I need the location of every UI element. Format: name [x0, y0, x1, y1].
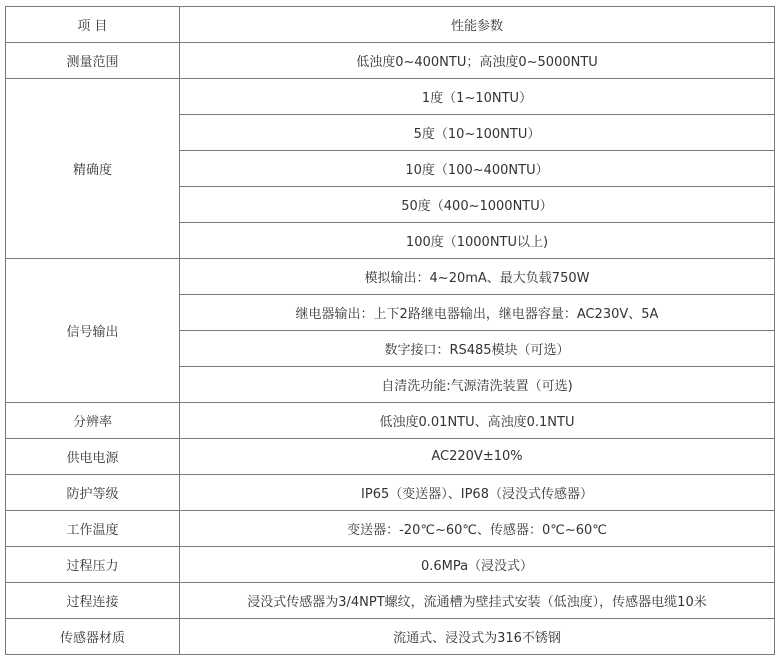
row-value: 自清洗功能:气源清洗装置（可选) — [180, 367, 775, 403]
row-label-measurement-range: 测量范围 — [6, 43, 180, 79]
table-row — [6, 43, 775, 79]
table-row — [6, 511, 775, 547]
table-header-row — [6, 7, 775, 43]
row-value: 浸没式传感器为3/4NPT螺纹，流通槽为壁挂式安装（低浊度），传感器电缆10米 — [180, 583, 775, 619]
row-value: 变送器：-20℃~60℃、传感器：0℃~60℃ — [180, 511, 775, 547]
table-row — [6, 439, 775, 475]
row-value: 流通式、浸没式为316不锈钢 — [180, 619, 775, 655]
table-row — [6, 583, 775, 619]
row-label-accuracy: 精确度 — [6, 79, 180, 259]
row-value: 10度（100~400NTU） — [180, 151, 775, 187]
row-value: 50度（400~1000NTU） — [180, 187, 775, 223]
header-item-cell: 项 目 — [6, 7, 180, 43]
row-label-signal-output: 信号输出 — [6, 259, 180, 403]
row-label-process-connection: 过程连接 — [6, 583, 180, 619]
row-value: AC220V±10% — [180, 439, 775, 475]
row-value: 100度（1000NTU以上) — [180, 223, 775, 259]
row-label-working-temperature: 工作温度 — [6, 511, 180, 547]
table-row — [6, 619, 775, 655]
row-value: 低浊度0.01NTU、高浊度0.1NTU — [180, 403, 775, 439]
table-row — [6, 475, 775, 511]
row-value: 0.6MPa（浸没式） — [180, 547, 775, 583]
row-value: 数字接口：RS485模块（可选） — [180, 331, 775, 367]
row-label-power-supply: 供电电源 — [6, 439, 180, 475]
table-row — [6, 547, 775, 583]
header-performance-cell: 性能参数 — [180, 7, 775, 43]
row-value: IP65（变送器）、IP68（浸没式传感器） — [180, 475, 775, 511]
row-value: 继电器输出：上下2路继电器输出，继电器容量：AC230V、5A — [180, 295, 775, 331]
table-row — [6, 259, 775, 295]
row-label-resolution: 分辨率 — [6, 403, 180, 439]
row-value: 模拟输出：4~20mA、最大负载750W — [180, 259, 775, 295]
row-label-process-pressure: 过程压力 — [6, 547, 180, 583]
row-value: 低浊度0~400NTU；高浊度0~5000NTU — [180, 43, 775, 79]
row-label-protection-class: 防护等级 — [6, 475, 180, 511]
row-value: 5度（10~100NTU） — [180, 115, 775, 151]
row-value: 1度（1~10NTU） — [180, 79, 775, 115]
table-row — [6, 79, 775, 115]
table-row — [6, 403, 775, 439]
row-label-sensor-material: 传感器材质 — [6, 619, 180, 655]
spec-table — [5, 6, 775, 655]
